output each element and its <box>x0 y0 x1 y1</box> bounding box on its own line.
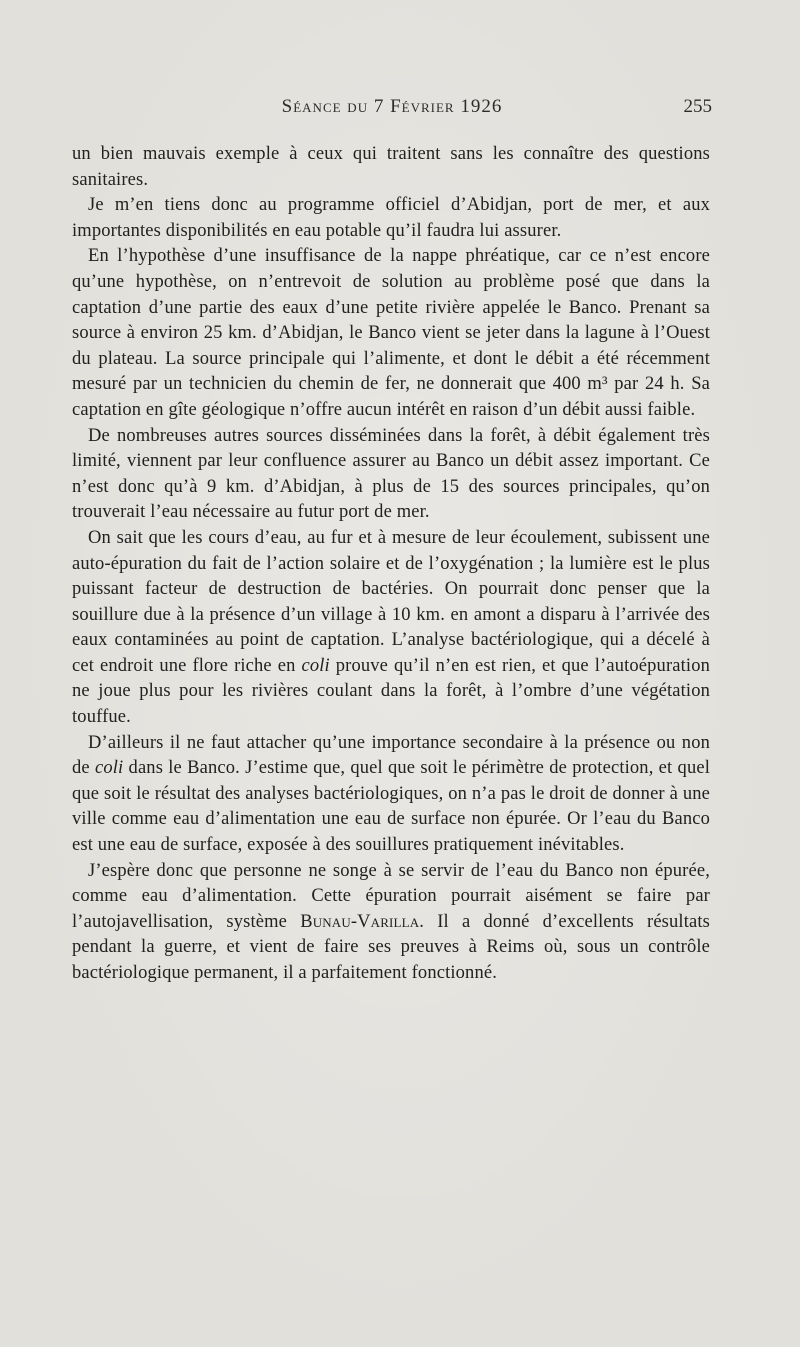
paragraph-text: Je m’en tiens donc au programme officiel d’Abidjan, port de mer, et aux importantes disponibilités en eau potable qu’il faudra lui assurer. <box>72 195 710 241</box>
paragraph-text: J’espère donc que personne ne songe à se servir de l’eau du Banco non épurée, comme eau d’alimentation. Cette épuration pourrait aisément se faire par l’autojavellisation, système <box>72 860 710 932</box>
paragraph-text: De nombreuses autres sources disséminées dans la forêt, à débit également très limité, viennent par leur confluence assurer au Banco un débit assez important. Ce n’est donc qu’à 9 km. d’Abidjan, à plus de 15 des sources principales, qu’on trouverait l’eau nécessaire au futur port de mer. <box>72 425 710 523</box>
paragraph-text: D’ailleurs il ne faut attacher qu’une importance secondaire à la présence ou non de <box>72 732 710 779</box>
paragraph <box>72 424 710 526</box>
paragraph <box>72 193 710 244</box>
page-number: 255 <box>683 96 712 117</box>
paragraph <box>72 244 710 423</box>
paragraph-text: coli <box>301 655 330 676</box>
running-head <box>72 96 712 126</box>
paragraph <box>72 859 710 987</box>
paragraph-text: . Il a donné d’excellents résultats pendant la guerre, et vient de faire ses preuves à Reims où, sous un contrôle bactériologique permanent, il a parfaitement fonctionné. <box>72 911 711 983</box>
paragraph <box>72 142 710 193</box>
paragraph-text: un bien mauvais exemple à ceux qui traitent sans les connaître des questions sanitaires. <box>72 144 710 190</box>
paragraph-text: dans le Banco. J’estime que, quel que soit le périmètre de protection, et quel que soit le résultat des analyses bactériologiques, on n’a pas le droit de donner à une ville comme eau d’alimentation une eau de surface non épurée. Or l’eau du Banco est une eau de surface, exposée à des souillures pratiquement inévitables. <box>72 758 710 856</box>
paragraph-text: coli <box>94 758 124 779</box>
paragraph-text: En l’hypothèse d’une insuffisance de la nappe phréatique, car ce n’est encore qu’une hypothèse, on n’entrevoit de solution au problème posé que dans la captation d’une partie des eaux d’une petite rivière appelée le Banco. Prenant sa source à environ 25 km. d’Abidjan, le Banco vient se jeter dans la lagune à l’Ouest du plateau. La source principale qui l’alimente, et dont le débit a été récemment mesuré par un technicien du chemin de fer, ne donnerait que 400 m³ par 24 h. Sa captation en gîte géologique n’offre aucun intérêt en raison d’un débit aussi faible. <box>72 246 710 420</box>
paragraph-text: On sait que les cours d’eau, au fur et à mesure de leur écoulement, subissent une auto-épuration du fait de l’action solaire et de l’oxygénation ; la lumière est le plus puissant facteur de destruction de bactéries. On pourrait donc penser que la souillure due à la présence d’un village à 10 km. en amont a disparu à l’arrivée des eaux contaminées au point de captation. L’analyse bactériologique, qui a décelé à cet endroit une flore riche en <box>72 527 710 676</box>
paragraph-text: prouve qu’il n’en est rien, et que l’autoépuration ne joue plus pour les rivières coulant dans la forêt, à l’ombre d’une végétation touffue. <box>72 655 710 728</box>
paragraph-text: Bunau-Varilla <box>300 911 420 932</box>
body-text <box>72 142 710 987</box>
header-title: Séance du 7 Février 1926 <box>281 96 503 117</box>
paragraph <box>72 526 710 731</box>
paragraph <box>72 731 710 859</box>
